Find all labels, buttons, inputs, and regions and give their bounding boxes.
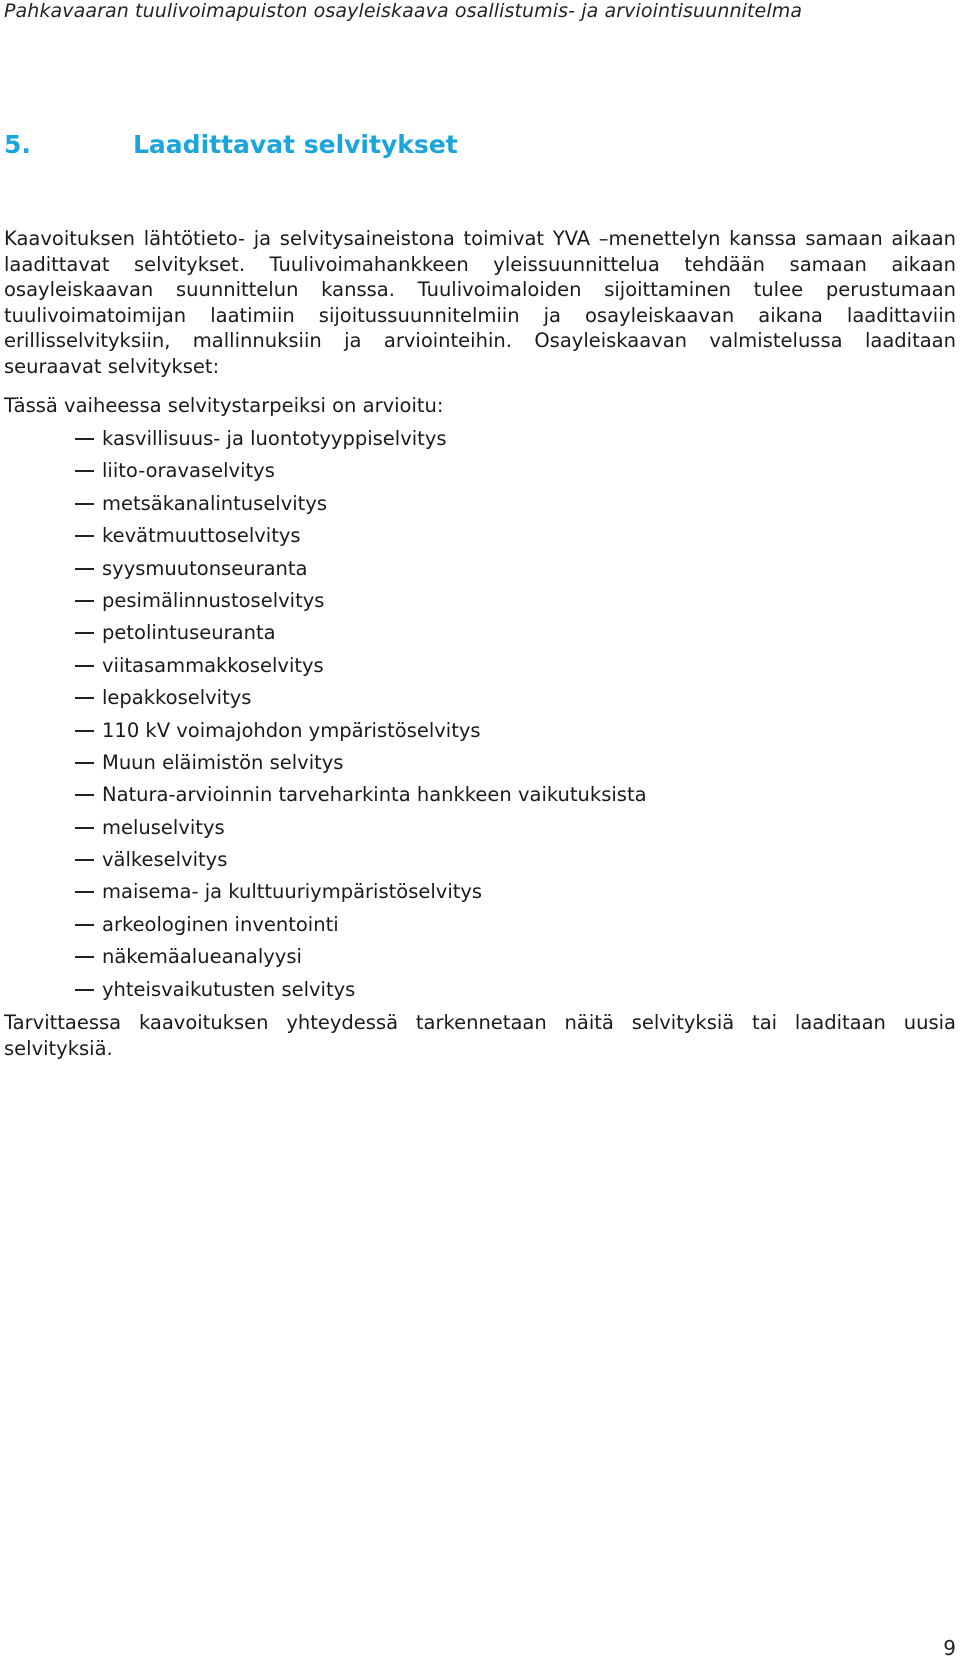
list-item — [0, 650, 647, 682]
dash-bullet-icon — [75, 859, 94, 861]
list-item-label: viitasammakkoselvitys — [102, 653, 324, 677]
dash-bullet-icon — [75, 697, 94, 699]
dash-bullet-icon — [75, 503, 94, 505]
list-item-label: Natura-arvioinnin tarveharkinta hankkeen vaikutuksista — [102, 783, 647, 807]
list-item-label: petolintuseuranta — [102, 621, 276, 645]
list-item-label: liito-oravaselvitys — [102, 459, 275, 483]
list-item-label: Muun eläimistön selvitys — [102, 750, 344, 774]
dash-bullet-icon — [75, 535, 94, 537]
list-item-label: pesimälinnustoselvitys — [102, 588, 325, 612]
dash-bullet-icon — [75, 730, 94, 732]
list-item — [0, 974, 647, 1006]
list-item — [0, 682, 647, 714]
list-item — [0, 779, 647, 811]
dash-bullet-icon — [75, 891, 94, 893]
dash-bullet-icon — [75, 956, 94, 958]
list-item — [0, 488, 647, 520]
section-title: Laadittavat selvitykset — [133, 130, 458, 159]
list-item — [0, 423, 647, 455]
list-item — [0, 617, 647, 649]
list-item — [0, 909, 647, 941]
section-heading — [4, 130, 458, 159]
list-item — [0, 844, 647, 876]
dash-bullet-icon — [75, 924, 94, 926]
intro-paragraph: Kaavoituksen lähtötieto- ja selvitysaineistona toimivat YVA –menettelyn kanssa samaan aikaan laadittavat selvitykset. Tuulivoimahankkeen yleissuunnittelua tehdään samaan aikaan osayleiskaavan suunnittelun kanssa. Tuulivoimaloiden sijoittaminen tulee perustumaan tuulivoimatoimijan laatimiin sijoitussuunnitelmiin ja osayleiskaavan aikana laadittaviin erillisselvityksiin, mallinnuksiin ja arviointeihin. Osayleiskaavan valmistelussa laaditaan seuraavat selvitykset: — [4, 227, 956, 378]
list-item-label: maisema- ja kulttuuriympäristöselvitys — [102, 880, 483, 904]
list-item — [0, 715, 647, 747]
list-item-label: 110 kV voimajohdon ympäristöselvitys — [102, 718, 481, 742]
dash-bullet-icon — [75, 568, 94, 570]
list-item-label: metsäkanalintuselvitys — [102, 491, 328, 515]
list-item-label: meluselvitys — [102, 815, 225, 839]
survey-list — [0, 423, 647, 1006]
list-item — [0, 941, 647, 973]
list-item-label: lepakkoselvitys — [102, 686, 252, 710]
dash-bullet-icon — [75, 989, 94, 991]
dash-bullet-icon — [75, 470, 94, 472]
list-item-label: kasvillisuus- ja luontotyyppiselvitys — [102, 427, 447, 450]
list-item-label: välkeselvitys — [102, 848, 228, 872]
list-item-label: syysmuutonseuranta — [102, 556, 308, 580]
list-item — [0, 812, 647, 844]
list-item — [0, 876, 647, 908]
list-item-label: arkeologinen inventointi — [102, 912, 339, 936]
dash-bullet-icon — [75, 665, 94, 667]
closing-paragraph: Tarvittaessa kaavoituksen yhteydessä tarkennetaan näitä selvityksiä tai laaditaan uusia selvityksiä. — [4, 1011, 956, 1060]
dash-bullet-icon — [75, 438, 94, 440]
dash-bullet-icon — [75, 827, 94, 829]
section-number: 5. — [4, 130, 31, 159]
dash-bullet-icon — [75, 632, 94, 634]
list-item-label: näkemäalueanalyysi — [102, 945, 302, 969]
page-number: 9 — [943, 1636, 956, 1660]
list-item — [0, 520, 647, 552]
dash-bullet-icon — [75, 762, 94, 764]
list-item — [0, 747, 647, 779]
list-item-label: kevätmuuttoselvitys — [102, 524, 301, 548]
list-item — [0, 553, 647, 585]
dash-bullet-icon — [75, 600, 94, 602]
list-item — [0, 585, 647, 617]
list-item — [0, 455, 647, 487]
list-lead-text: Tässä vaiheessa selvitystarpeiksi on arvioitu: — [4, 394, 444, 417]
dash-bullet-icon — [75, 794, 94, 796]
running-header: Pahkavaaran tuulivoimapuiston osayleiskaava osallistumis- ja arviointisuunnitelma — [4, 0, 803, 22]
list-item-label: yhteisvaikutusten selvitys — [102, 977, 356, 1001]
